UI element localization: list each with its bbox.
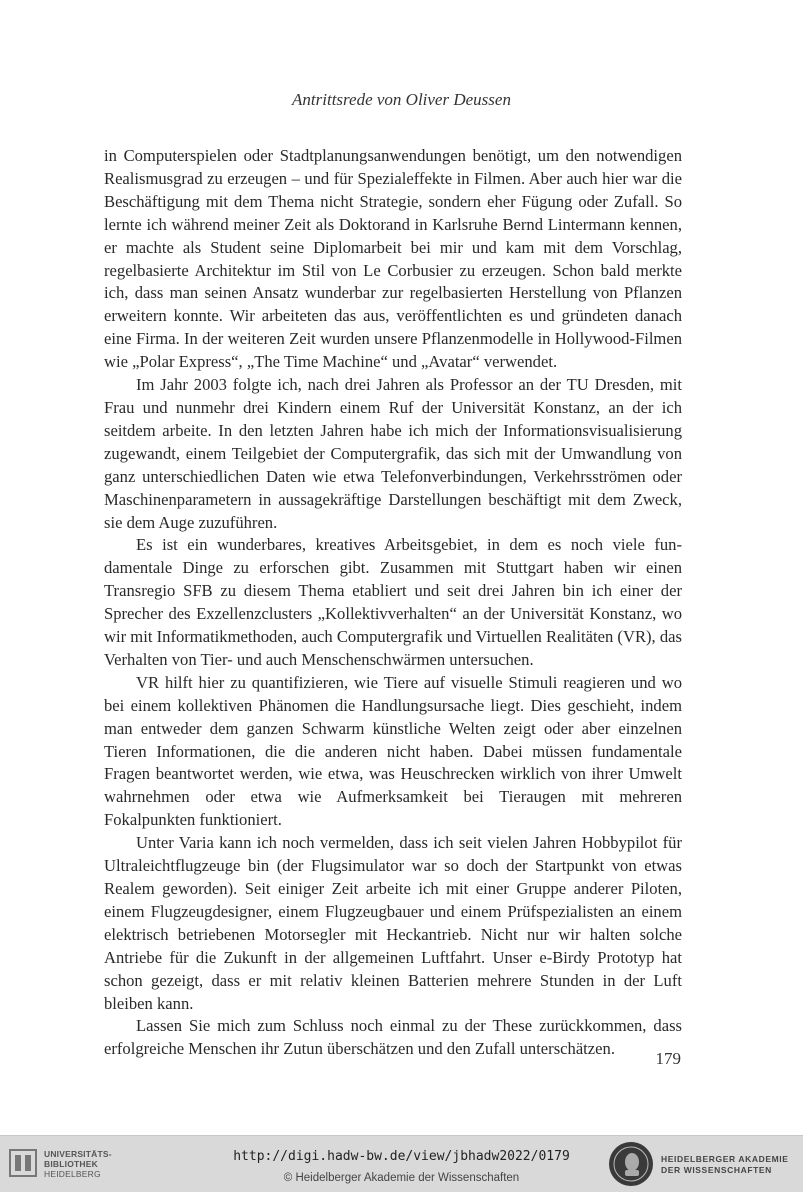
paragraph: VR hilft hier zu quantifizieren, wie Tiere auf visuelle Stimuli reagieren und wo bei einem kollektiven Phänomen die Handlungsursache liegt. Dies geschieht, indem man entweder dem ganzen Schwarm künstliche Welten zeigt oder aber einzelnen Tieren Informationen, die die anderen nicht haben. Dabei müssen fundamentale Fragen beantwortet werden, wie etwa, was Heuschrecken wirklich von ihrer Umwelt wahrnehmen oder etwa wie Aufmerksamkeit bei Tieraugen mit mehreren Fokalpunkten funktioniert. bbox=[104, 672, 682, 830]
page-number: 179 bbox=[655, 1049, 681, 1068]
paragraph: in Computerspielen oder Stadtplanungsanwendungen benötigt, um den notwendigen Realismusgrad zu erzeugen – und für Spezialeffekte in Filmen. Aber auch hier war die Beschäftigung mit dem Thema nicht Strategie, sondern eher Fügung oder Zufall. So lernte ich während meiner Zeit als Doktorand in Karlsruhe Bernd Lintermann kennen, er machte als Student seine Diplomarbeit bei mir und kam mit dem Vorschlag, regelbasierte Architektur im Stil von Le Corbusier zu erzeugen. Schon bald merkte ich, dass man seinen Ansatz wunderbar zur regelbasierten Herstellung von Pflanzen erweitern konnte. Wir arbeiteten das aus, veröffentlichten es und gründeten danach eine Firma. In der weiteren Zeit wurden unsere Pflanzenmodelle in Hollywood-Filmen wie „Polar Express“, „The Time Machine“ und „Avatar“ verwendet. bbox=[104, 146, 682, 372]
paragraph: Im Jahr 2003 folgte ich, nach drei Jahren als Professor an der TU Dresden, mit Frau und nunmehr drei Kindern einem Ruf der Universität Konstanz, an der ich seitdem arbeite. In den letzten Jahren habe ich mich der Informationsvisualisierung zugewandt, einem Teilgebiet der Computergrafik, das sich mit der Umwandlung von ganz unterschiedlichen Daten wie etwa Telefonverbindungen, Verkehrsströmen oder Maschinenparametern in aussagekräftige Darstellungen beschäftigt mit dem Zweck, sie dem Auge zuzuführen. bbox=[104, 375, 682, 532]
copyright-notice: © Heidelberger Akademie der Wissenschaften bbox=[283, 1172, 520, 1184]
permalink-url[interactable]: http://digi.hadw-bw.de/view/jbhadw2022/0179 bbox=[233, 1149, 570, 1164]
viewer-footer bbox=[0, 1135, 803, 1192]
paragraph: Unter Varia kann ich noch vermelden, dass ich seit vielen Jahren Hobbypilot für Ultraleichtflugzeuge bin (der Flugsimulator war so doch der Startpunkt von etwas Realem geworden). Seit einiger Zeit arbeite ich mit einer Gruppe anderer Piloten, einem Flugzeugdesigner, einem Flugzeugbauer und einem Prüfspezialisten an einem elektrisch betriebenen Motorsegler mit Heckantrieb. Nicht nur wir halten solche Antriebe für die Zukunft in der allgemeinen Luftfahrt. Unser e-Birdy Prototyp hat schon gezeigt, dass er mit relativ kleinen Batterien mehrere Stunden in der Luft bleiben kann. bbox=[104, 833, 682, 1013]
running-head: Antrittsrede von Oliver Deussen bbox=[292, 90, 511, 109]
academy-logo[interactable] bbox=[607, 1140, 797, 1188]
paragraph: Es ist ein wunderbares, kreatives Arbeitsgebiet, in dem es noch viele fundamentale Dinge zu erforschen gibt. Zusammen mit Stuttgart haben wir einen Transregio SFB zu diesem Thema etabliert und seit drei Jahren bin ich einer der Sprecher des Exzellenzclusters „Kollektivverhalten“ an der Universität Konstanz, wo wir mit Informatikmethoden, auch Computergrafik und Virtuellen Realitäten (VR), das Verhalten von Tier- und auch Menschenschwärmen untersuchen. bbox=[104, 535, 682, 669]
academy-name: HEIDELBERGER AKADEMIE DER WISSENSCHAFTEN bbox=[661, 1154, 789, 1175]
academy-seal-icon bbox=[609, 1142, 653, 1186]
paragraph: Lassen Sie mich zum Schluss noch einmal zu der These zurückkommen, dass erfolgreiche Menschen ihr Zutun überschätzen und den Zufall unterschätzen. bbox=[104, 1016, 682, 1059]
body-text bbox=[104, 145, 682, 1061]
library-name: UNIVERSITÄTS- BIBLIOTHEK HEIDELBERG bbox=[44, 1149, 112, 1179]
